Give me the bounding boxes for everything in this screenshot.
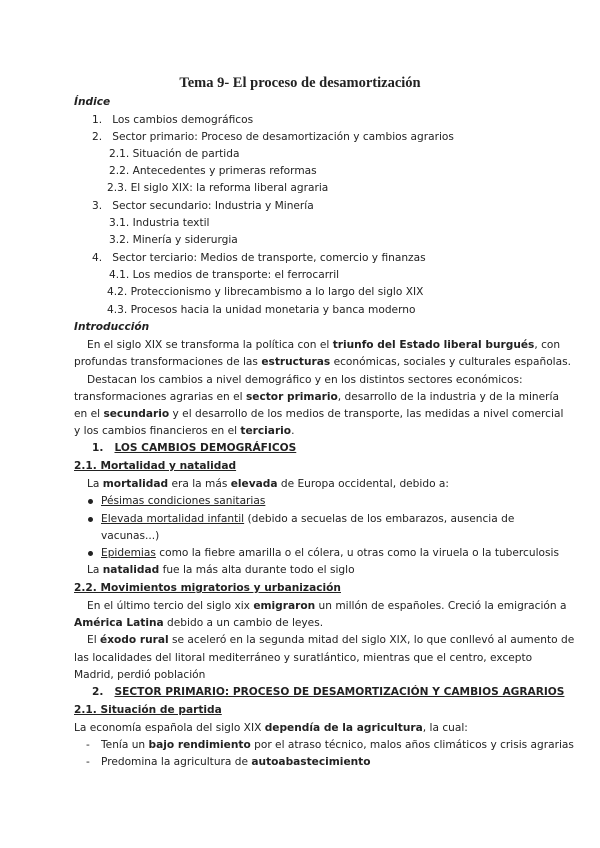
body-line: La natalidad fue la más alta durante todo el siglo (87, 564, 355, 576)
intro-paragraph-line: profundas transformaciones de las estructuras económicas, sociales y culturales españolas. (74, 356, 571, 368)
subsection-heading: 2.1. Situación de partida (74, 704, 222, 716)
body-line: En el último tercio del siglo xix emigraron un millón de españoles. Creció la emigración a (87, 600, 567, 612)
bullet-dot (88, 551, 93, 556)
bullet-dot (88, 499, 93, 504)
body-line: las localidades del litoral mediterráneo y suratlántico, mientras que el centro, excepto (74, 652, 533, 664)
dash-item: Predomina la agricultura de autoabastecimiento (101, 756, 371, 768)
body-line: La mortalidad era la más elevada de Europa occidental, debido a: (87, 478, 449, 490)
subsection-heading: 2.1. Mortalidad y natalidad (74, 460, 237, 472)
index-item: 2. Sector primario: Proceso de desamortización y cambios agrarios (92, 131, 454, 143)
section-heading: 2. SECTOR PRIMARIO: PROCESO DE DESAMORTIZACIÓN Y CAMBIOS AGRARIOS (92, 686, 565, 698)
section-heading: 1. LOS CAMBIOS DEMOGRÁFICOS (92, 442, 297, 454)
body-line: El éxodo rural se aceleró en la segunda mitad del siglo XIX, lo que conllevó al aumento de (87, 634, 575, 646)
subsection-heading: 2.2. Movimientos migratorios y urbanización (74, 582, 341, 594)
index-item: 4. Sector terciario: Medios de transporte, comercio y finanzas (92, 252, 426, 264)
index-item: 1. Los cambios demográficos (92, 114, 254, 126)
bullet-item: Epidemias como la fiebre amarilla o el cólera, u otras como la viruela o la tuberculosis (101, 547, 559, 559)
intro-heading: Introducción (74, 321, 150, 333)
body-line: La economía española del siglo XIX dependía de la agricultura, la cual: (74, 722, 468, 734)
index-heading: Índice (74, 96, 111, 108)
index-subitem: 2.2. Antecedentes y primeras reformas (109, 165, 317, 177)
bullet-item: Elevada mortalidad infantil (debido a secuelas de los embarazos, ausencia de (101, 513, 515, 525)
dash-bullet: - (86, 756, 90, 768)
dash-item: Tenía un bajo rendimiento por el atraso técnico, malos años climáticos y crisis agrarias (101, 739, 574, 751)
index-subitem: 4.2. Proteccionismo y librecambismo a lo largo del siglo XIX (107, 286, 424, 298)
index-subitem: 3.1. Industria textil (109, 217, 210, 229)
index-subitem: 4.1. Los medios de transporte: el ferrocarril (109, 269, 340, 281)
intro-paragraph-line: en el secundario y el desarrollo de los medios de transporte, las medidas a nivel comercial (74, 408, 564, 420)
bullet-item-continuation: vacunas...) (101, 530, 160, 542)
intro-paragraph-line: transformaciones agrarias en el sector primario, desarrollo de la industria y de la minería (74, 391, 559, 403)
dash-bullet: - (86, 739, 90, 751)
index-subitem: 2.1. Situación de partida (109, 148, 240, 160)
body-line: Madrid, perdió población (74, 669, 206, 681)
intro-paragraph-line: Destacan los cambios a nivel demográfico y en los distintos sectores económicos: (87, 374, 523, 386)
page-title: Tema 9- El proceso de desamortización (179, 75, 421, 91)
body-line: América Latina debido a un cambio de leyes. (74, 617, 324, 629)
index-item: 3. Sector secundario: Industria y Minería (92, 200, 314, 212)
intro-paragraph-line: En el siglo XIX se transforma la política con el triunfo del Estado liberal burgués, con (87, 339, 561, 351)
index-subitem: 4.3. Procesos hacia la unidad monetaria y banca moderno (107, 304, 416, 316)
bullet-dot (88, 517, 93, 522)
intro-paragraph-line: y los cambios financieros en el terciario. (74, 425, 295, 437)
index-subitem: 3.2. Minería y siderurgia (109, 234, 238, 246)
index-subitem: 2.3. El siglo XIX: la reforma liberal agraria (107, 182, 329, 194)
bullet-item: Pésimas condiciones sanitarias (101, 495, 266, 507)
